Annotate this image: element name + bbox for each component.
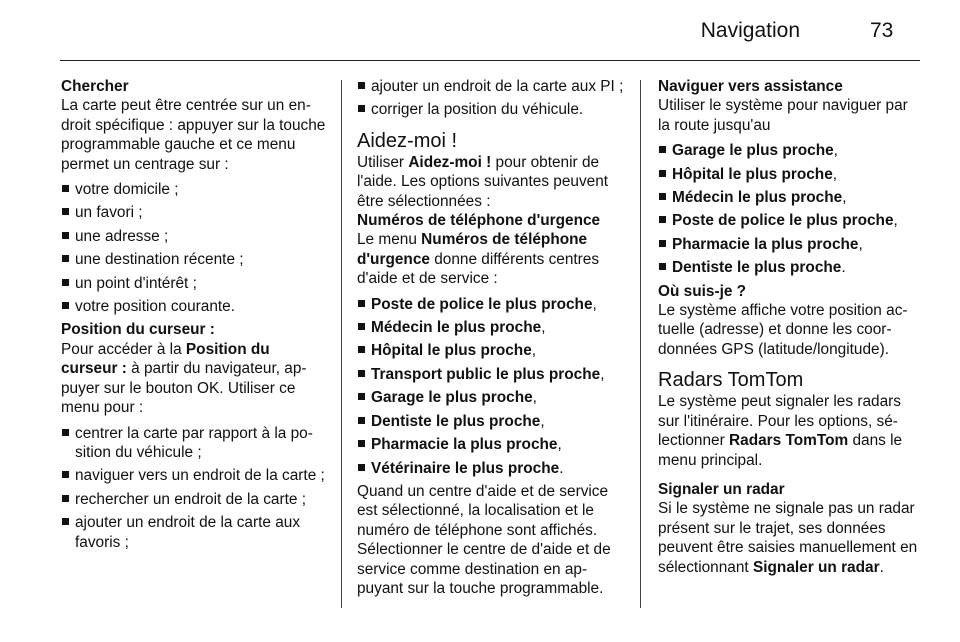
list-item: Pharmacie la plus proche, [658, 235, 923, 254]
paragraph: Utiliser le système pour naviguer par la route jusqu'au [658, 97, 908, 134]
section-heading: Numéros de téléphone d'urgence [357, 212, 601, 230]
list-item: votre position courante. [61, 297, 329, 316]
list [658, 141, 923, 277]
list-item: Pharmacie la plus proche, [357, 435, 627, 454]
list-item: corriger la position du véhicule. [357, 100, 627, 119]
list-item: une adresse ; [61, 227, 329, 246]
list [357, 77, 627, 120]
section-heading: Chercher [61, 78, 129, 95]
paragraph: Si le système ne signale pas un radar présent sur le trajet, ses données peuvent être saisies manuellement en sélectionnant Signaler un radar. [658, 500, 918, 576]
list-item: Médecin le plus proche, [357, 318, 627, 337]
paragraph: Quand un centre d'aide et de service est sélectionné, la localisation et le numéro de téléphone sont affichés. Sélectionner le centre de d'aide et de service comme destination en appuyant sur la touche programmable. [357, 482, 611, 597]
section-title: Radars TomTom [658, 369, 804, 392]
list-item: Hôpital le plus proche, [658, 165, 923, 184]
list-item: un point d'intérêt ; [61, 274, 329, 293]
page-number: 73 [870, 19, 894, 42]
list-item: Hôpital le plus proche, [357, 341, 627, 360]
list-item: Garage le plus proche, [357, 388, 627, 407]
column-3 [658, 77, 923, 577]
list-item: Médecin le plus proche, [658, 188, 923, 207]
list-item: Poste de police le plus proche, [357, 295, 627, 314]
list-item: Poste de police le plus proche, [658, 211, 923, 230]
column-1 [61, 77, 329, 556]
section-heading: Où suis-je ? [658, 282, 747, 300]
section-heading: Signaler un radar [658, 480, 785, 498]
list-item: Dentiste le plus proche. [658, 258, 923, 277]
paragraph: Utiliser Aidez-moi ! pour obtenir de l'aide. Les options suivantes peuvent être sélectionnées : [357, 153, 609, 210]
list-item: un favori ; [61, 203, 329, 222]
section-title: Aidez-moi ! [357, 129, 458, 152]
list-item: ajouter un endroit de la carte aux favoris ; [61, 513, 329, 552]
paragraph: Le système peut signaler les radars sur l'itinéraire. Pour les options, sélectionner Radars TomTom dans le menu principal. [658, 393, 903, 469]
paragraph: Pour accéder à la Position du curseur : à partir du navigateur, appuyer sur le bouton OK. Utiliser ce menu pour : [61, 340, 307, 417]
section-heading: Position du curseur : [61, 321, 215, 339]
list-item: Transport public le plus proche, [357, 365, 627, 384]
divider-right [640, 80, 641, 608]
page-title: Navigation [700, 19, 800, 42]
list-item: rechercher un endroit de la carte ; [61, 490, 329, 509]
list-item: votre domicile ; [61, 180, 329, 199]
list [357, 295, 627, 478]
list-item: naviguer vers un endroit de la carte ; [61, 466, 329, 485]
list-item: Vétérinaire le plus proche. [357, 459, 627, 478]
list-item: centrer la carte par rapport à la position du véhicule ; [61, 424, 329, 463]
header-rule [60, 60, 920, 61]
list-item: Garage le plus proche, [658, 141, 923, 160]
list [61, 424, 329, 552]
paragraph: Le menu Numéros de téléphone d'urgence donne différents centres d'aide et de service : [357, 231, 600, 288]
paragraph: La carte peut être centrée sur un endroit spécifique : appuyer sur la touche programmable gauche et ce menu permet un centrage sur : [61, 97, 326, 173]
section-heading: Naviguer vers assistance [658, 78, 843, 95]
list-item: une destination récente ; [61, 250, 329, 269]
list [61, 180, 329, 316]
list-item: Dentiste le plus proche, [357, 412, 627, 431]
column-2 [357, 77, 627, 598]
list-item: ajouter un endroit de la carte aux PI ; [357, 77, 627, 96]
paragraph: Le système affiche votre position actuelle (adresse) et donne les coordonnées GPS (latitude/longitude). [658, 302, 908, 358]
divider-left [341, 80, 342, 608]
